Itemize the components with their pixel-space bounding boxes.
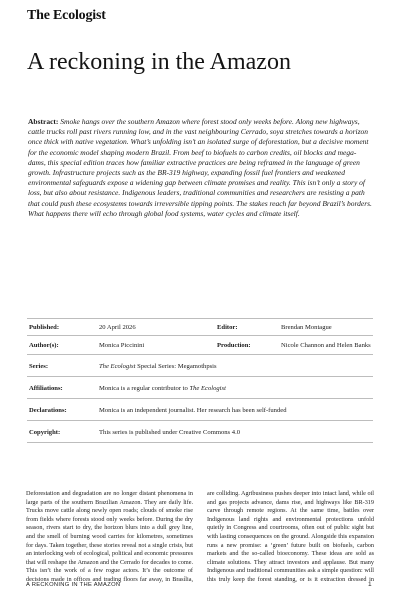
meta-row-affiliations <box>27 376 373 392</box>
copyright-text: This series is published under Creative Commons 4.0 <box>99 429 241 436</box>
production-label: Production: <box>217 342 251 349</box>
abstract-text: Smoke hangs over the southern Amazon where forest stood only weeks before. Along new highways, cattle trucks roll past rivers running low, and in the vast neighbouring Cerrado, soya stretches towards a horizon once thick with native vegetation. What’s unfolding isn’t an isolated surge of deforestation, but a decisive moment for the economic model shaping modern Brazil. From beef to biofuels to carbon credits, oil blocks and mega-dams, this special edition traces how familiar extractive practices are being reframed in the language of green growth. Infrastructure projects such as the BR-319 highway, expanding fossil fuel frontiers and weakened environmental safeguards expose a widening gap between climate promises and reality. This isn’t only a story of loss, but also about resistance. Indigenous leaders, traditional communities and researchers are resisting a path that could push these ecosystems towards irreversible tipping points. The stakes reach far beyond Brazil’s borders. What happens there will echo through global food systems, water cycles and climate itself. <box>28 117 372 218</box>
affiliations-publication: The Ecologist <box>189 385 226 392</box>
body-paragraph: are colliding. Agribusiness pushes deeper into intact land, while oil and gas projects advance, dams rise, and highways like BR-319 carve through remote regions. At the same time, battles over Indigenous land rights and environmental protections unfold quietly in Congress and courtrooms, often out of public sight but with lasting consequences on the ground. Alongside this expansion runs a new promise: a ‘green’ future built on biofuels, carbon markets and the so-called bioeconomy. These ideas are sold as climate solutions. They attract investors and applause. But many Indigenous and traditional communities ask a simple question: will this truly keep the forest standing, or is it extraction dressed in <box>207 490 374 583</box>
authors-label: Author(s): <box>29 342 59 349</box>
copyright-label: Copyright: <box>29 429 61 436</box>
affiliations-text: Monica is a regular contributor to <box>99 385 190 392</box>
meta-row-copyright <box>27 420 373 436</box>
running-head: A RECKONING IN THE AMAZON <box>26 582 121 588</box>
series-value <box>99 362 217 371</box>
affiliations-label: Affiliations: <box>29 385 63 392</box>
body-paragraph: Deforestation and degradation are no longer distant phenomena in large parts of the southern Brazilian Amazon. They are daily life. Trucks move cattle along newly open roads; clouds of smoke rise from fields where forests stood only weeks before. During the dry season, rivers start to dry, the horizon blurs into a dull grey line, and the smell of burning wood carries for kilometres, sometimes for days. Taken together, these stories reveal not a single crisis, but an interlocking web of ecological, political and economic pressures that will reshape the Amazon and the Cerrado for decades to come. This isn’t the work of a few rogue actors. It’s the outcome of decisions made in offices and trading floors far away, in Brasília, <box>26 490 193 583</box>
published-date: 20 April 2026 <box>99 324 136 331</box>
meta-row-published <box>27 318 373 331</box>
series-name: Special Series: Megamothpsis <box>135 363 217 370</box>
meta-row-authors <box>27 335 373 349</box>
masthead: The Ecologist <box>27 8 106 23</box>
meta-row-declarations <box>27 398 373 414</box>
meta-bottom-rule <box>27 442 373 443</box>
page-number: 1 <box>368 581 372 588</box>
editor-name: Brendan Montague <box>281 324 332 331</box>
abstract-label: Abstract: <box>28 117 59 126</box>
meta-row-series <box>27 354 373 370</box>
affiliations-value <box>99 384 226 393</box>
authors-name: Monica Piccinini <box>99 342 145 349</box>
article-title: A reckoning in the Amazon <box>27 49 291 75</box>
series-label: Series: <box>29 363 49 370</box>
editor-label: Editor: <box>217 324 238 331</box>
body-column-right <box>207 490 374 584</box>
series-publication: The Ecologist <box>99 363 136 370</box>
body-column-left <box>26 490 193 584</box>
declarations-text: Monica is an independent journalist. Her research has been self-funded <box>99 407 287 414</box>
abstract <box>28 117 374 219</box>
published-label: Published: <box>29 324 60 331</box>
declarations-label: Declarations: <box>29 407 67 414</box>
production-names: Nicole Channon and Helen Banks <box>281 342 371 349</box>
